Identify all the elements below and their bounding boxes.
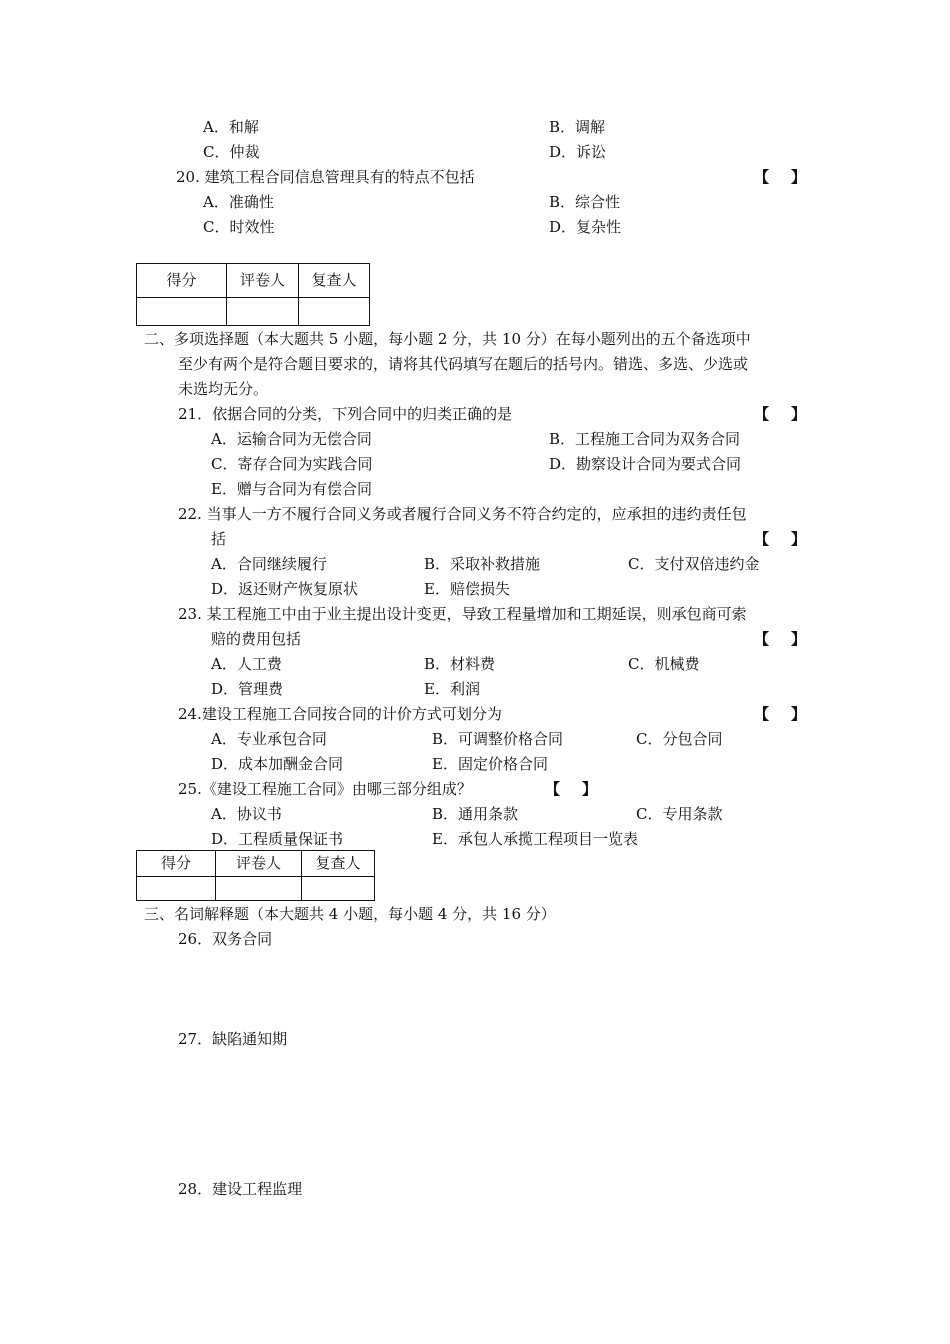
score-cell: [137, 298, 227, 326]
question-stem: 20. 建筑工程合同信息管理具有的特点不包括: [176, 168, 475, 186]
section-heading: 三、名词解释题（本大题共 4 小题，每小题 4 分，共 16 分）: [144, 905, 556, 923]
option-text: B．可调整价格合同: [432, 730, 564, 748]
option-text: C．仲裁: [203, 143, 260, 161]
option-text: B．调解: [549, 118, 606, 136]
question-stem: 21．依据合同的分类，下列合同中的归类正确的是: [178, 405, 513, 423]
score-cell: [137, 877, 216, 901]
question-stem: 22. 当事人一方不履行合同义务或者履行合同义务不符合约定的，应承担的违约责任包: [178, 505, 747, 523]
option-text: D．成本加酬金合同: [211, 755, 344, 773]
grader-header: 评卷人: [227, 264, 299, 298]
option-text: B．材料费: [424, 655, 496, 673]
option-text: D．返还财产恢复原状: [211, 580, 359, 598]
question-stem: 27．缺陷通知期: [178, 1030, 288, 1048]
reviewer-cell: [299, 298, 370, 326]
answer-bracket: 【 】: [754, 530, 807, 548]
reviewer-header: 复查人: [302, 851, 375, 877]
option-text: B．综合性: [549, 193, 621, 211]
option-text: A．准确性: [203, 193, 274, 211]
option-text: D．诉讼: [549, 143, 607, 161]
option-text: B．通用条款: [432, 805, 519, 823]
question-stem-cont: 赔的费用包括: [211, 630, 302, 648]
option-text: E．赠与合同为有偿合同: [211, 480, 372, 498]
score-table: [136, 263, 370, 326]
option-text: E．固定价格合同: [432, 755, 548, 773]
option-text: C．支付双倍违约金: [628, 555, 760, 573]
option-text: C．分包合同: [636, 730, 723, 748]
option-text: A．专业承包合同: [211, 730, 327, 748]
question-stem: 23. 某工程施工中由于业主提出设计变更，导致工程量增加和工期延误，则承包商可索: [178, 605, 747, 623]
option-text: B．工程施工合同为双务合同: [549, 430, 741, 448]
option-text: D．勘察设计合同为要式合同: [549, 455, 742, 473]
option-text: E．赔偿损失: [424, 580, 510, 598]
score-header: 得分: [137, 264, 227, 298]
question-stem: 25.《建设工程施工合同》由哪三部分组成？: [178, 780, 472, 798]
question-stem: 26．双务合同: [178, 930, 273, 948]
option-text: C．时效性: [203, 218, 275, 236]
grader-cell: [216, 877, 302, 901]
option-text: D．管理费: [211, 680, 284, 698]
grader-header: 评卷人: [216, 851, 302, 877]
answer-bracket: 【 】: [754, 405, 807, 423]
question-stem: 24.建设工程施工合同按合同的计价方式可划分为: [178, 705, 502, 723]
option-text: C．寄存合同为实践合同: [211, 455, 373, 473]
reviewer-header: 复查人: [299, 264, 370, 298]
answer-bracket: 【 】: [754, 630, 807, 648]
option-text: D．工程质量保证书: [211, 830, 344, 848]
section-heading-cont: 至少有两个是符合题目要求的，请将其代码填写在题后的括号内。错选、多选、少选或: [178, 355, 749, 373]
option-text: A．人工费: [211, 655, 282, 673]
option-text: C．机械费: [628, 655, 700, 673]
section-heading-cont: 未选均无分。: [178, 380, 269, 398]
answer-bracket: 【 】: [754, 705, 807, 723]
question-stem-cont: 括: [211, 530, 227, 548]
section-heading: 二、多项选择题（本大题共 5 小题，每小题 2 分，共 10 分）在每小题列出的五个备选项中: [144, 330, 751, 348]
option-text: E．利润: [424, 680, 480, 698]
option-text: A．协议书: [211, 805, 282, 823]
reviewer-cell: [302, 877, 375, 901]
option-text: E．承包人承揽工程项目一览表: [432, 830, 638, 848]
option-text: A．合同继续履行: [211, 555, 327, 573]
answer-bracket: 【 】: [754, 168, 807, 186]
question-stem: 28．建设工程监理: [178, 1180, 303, 1198]
option-text: D．复杂性: [549, 218, 622, 236]
answer-bracket: 【 】: [545, 780, 598, 798]
option-text: A．运输合同为无偿合同: [211, 430, 372, 448]
grader-cell: [227, 298, 299, 326]
score-table: [136, 850, 375, 901]
score-header: 得分: [137, 851, 216, 877]
option-text: C．专用条款: [636, 805, 723, 823]
option-text: B．采取补救措施: [424, 555, 541, 573]
option-text: A．和解: [203, 118, 259, 136]
